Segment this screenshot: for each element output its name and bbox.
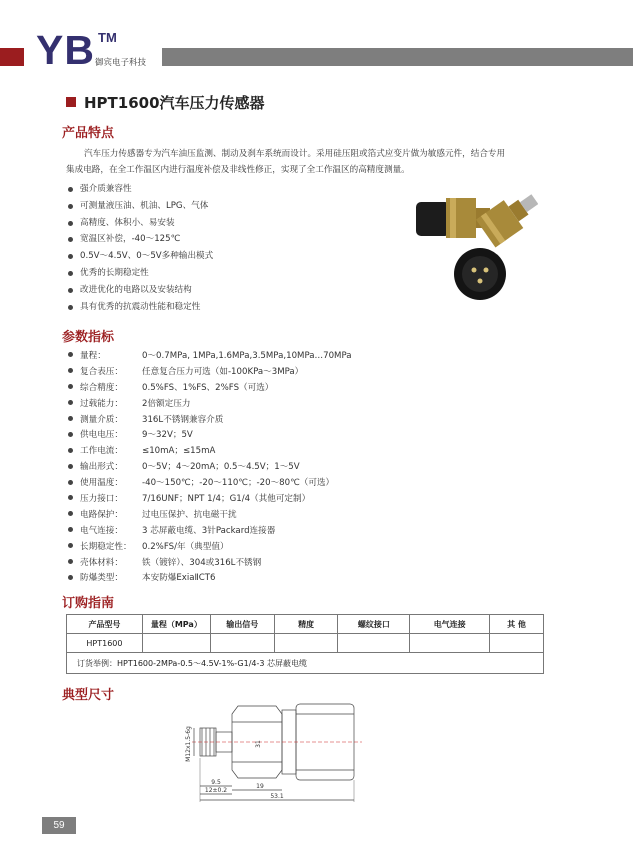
- product-photo: [408, 188, 538, 310]
- title-marker: [66, 97, 76, 107]
- connector-pin: [478, 279, 483, 284]
- order-cell: HPT1600: [67, 634, 143, 653]
- thread-label: M12x1.5-6g: [185, 726, 192, 762]
- feature-item: 具有优秀的抗震动性能和稳定性: [66, 299, 213, 316]
- spec-key: 供电电压：: [80, 430, 123, 441]
- feature-item: 高精度、体积小、易安装: [66, 215, 213, 232]
- spec-key: 过载能力：: [80, 398, 123, 409]
- spec-key: 防爆类型：: [80, 573, 123, 584]
- spec-row: [66, 538, 352, 554]
- order-col-header: 螺纹接口: [338, 615, 410, 634]
- order-col-header: 精度: [274, 615, 338, 634]
- spec-row: [66, 554, 352, 570]
- feature-item: 0.5V～4.5V、0～5V多种输出模式: [66, 248, 213, 265]
- company-name: 御宾电子科技: [95, 58, 147, 68]
- spec-key: 长期稳定性：: [80, 541, 132, 552]
- spec-value: 7/16UNF；NPT 1/4；G1/4（其他可定制）: [142, 493, 311, 504]
- dim-label: 53.1: [270, 793, 284, 800]
- spec-key: 工作电流：: [80, 446, 123, 457]
- feature-item: 优秀的长期稳定性: [66, 265, 213, 282]
- spec-row: [66, 442, 352, 458]
- spec-value: 3 芯屏蔽电缆、3针Packard连接器: [142, 525, 276, 536]
- order-cell: [210, 634, 274, 653]
- features-heading: 产品特点: [62, 126, 115, 141]
- intro-line-2: 集成电路，在全工作温区内进行温度补偿及非线性修正，实现了全工作温区的高精度测量。: [66, 165, 410, 175]
- spec-table: [66, 347, 352, 585]
- feature-item: 强介质兼容性: [66, 181, 213, 198]
- page-title: HPT1600汽车压力传感器: [84, 94, 265, 112]
- spec-row: [66, 458, 352, 474]
- spec-key: 电气连接：: [80, 525, 123, 536]
- dimension-drawing: [176, 692, 366, 804]
- spec-value: 9～32V；5V: [142, 430, 193, 441]
- spec-key: 输出形式：: [80, 462, 123, 473]
- header-red-bar: [0, 48, 24, 66]
- spec-value: 本安防爆ExiaⅡCT6: [142, 573, 216, 584]
- spec-row: [66, 506, 352, 522]
- spec-value: -40～150℃；-20～110℃；-20～80℃（可选）: [142, 478, 335, 489]
- order-col-header: 电气连接: [410, 615, 490, 634]
- spec-key: 电路保护：: [80, 509, 123, 520]
- order-cell: [274, 634, 338, 653]
- feature-item: 可测量液压油、机油、LPG、气体: [66, 198, 213, 215]
- spec-row: [66, 347, 352, 363]
- order-col-header: 其 他: [490, 615, 544, 634]
- spec-row: [66, 379, 352, 395]
- page-number: 59: [42, 817, 76, 834]
- feature-list: [66, 181, 213, 315]
- spec-value: 0.2%FS/年（典型值）: [142, 541, 229, 552]
- connector-pin: [472, 268, 477, 273]
- spec-value: 0.5%FS、1%FS、2%FS（可选）: [142, 382, 274, 393]
- spec-row: [66, 411, 352, 427]
- spec-row: [66, 426, 352, 442]
- order-example: 订货举例：HPT1600-2MPa-0.5～4.5V-1%-G1/4-3 芯屏蔽电缆: [67, 653, 544, 674]
- intro-line-1: 汽车压力传感器专为汽车油压监测、制动及刹车系统而设计。采用硅压阻或箔式应变片做为敏感元件，结合专用: [84, 149, 506, 159]
- spec-value: 316L不锈钢兼容介质: [142, 414, 224, 425]
- logo-tm: TM: [98, 30, 117, 45]
- spec-key: 测量介质：: [80, 414, 123, 425]
- feature-item: 宽温区补偿，-40～125℃: [66, 231, 213, 248]
- order-cell: [338, 634, 410, 653]
- connector-pin: [484, 268, 489, 273]
- order-cell: [142, 634, 210, 653]
- order-col-header: 量程（MPa）: [142, 615, 210, 634]
- order-cell: [490, 634, 544, 653]
- order-col-header: 产品型号: [67, 615, 143, 634]
- spec-key: 压力接口：: [80, 493, 123, 504]
- spec-row: [66, 474, 352, 490]
- spec-value: ≤10mA；≤15mA: [142, 446, 216, 457]
- order-heading: 订购指南: [62, 596, 115, 611]
- order-header-row: [67, 615, 544, 634]
- feature-item: 改进优化的电路以及安装结构: [66, 282, 213, 299]
- connector-face: [462, 256, 498, 292]
- spec-key: 综合精度：: [80, 382, 123, 393]
- spec-key: 量程：: [80, 350, 106, 361]
- dim-label: 19: [256, 783, 264, 790]
- order-cell: [410, 634, 490, 653]
- spec-row: [66, 363, 352, 379]
- dimensions-heading: 典型尺寸: [62, 688, 115, 703]
- hex-highlight: [450, 198, 456, 238]
- order-data-row: [67, 634, 544, 653]
- spec-value: 0～0.7MPa, 1MPa,1.6MPa,3.5MPa,10MPa…70MPa: [142, 350, 352, 361]
- spec-key: 壳体材料：: [80, 557, 123, 568]
- sensor-connector-1: [416, 202, 450, 236]
- dim-label: 12±0.2: [204, 787, 228, 794]
- order-table: [66, 614, 544, 674]
- order-example-row: [67, 653, 544, 674]
- spec-value: 铁（镀锌）、304或316L不锈钢: [142, 557, 262, 568]
- spec-value: 过电压保护、抗电磁干扰: [142, 509, 237, 520]
- dim-label: 31: [255, 740, 262, 748]
- spec-row: [66, 569, 352, 585]
- spec-row: [66, 522, 352, 538]
- spec-row: [66, 395, 352, 411]
- spec-key: 使用温度：: [80, 478, 123, 489]
- header-gray-bar: [162, 48, 633, 66]
- dim-label: 9.5: [211, 779, 221, 786]
- spec-value: 0～5V；4～20mA；0.5～4.5V；1～5V: [142, 462, 300, 473]
- spec-value: 2倍额定压力: [142, 398, 191, 409]
- order-col-header: 输出信号: [210, 615, 274, 634]
- sensor-2: [476, 188, 538, 247]
- logo: YB: [36, 27, 95, 73]
- specs-heading: 参数指标: [62, 330, 115, 345]
- spec-value: 任意复合压力可选（如-100KPa～3MPa）: [142, 366, 304, 377]
- spec-key: 复合表压：: [80, 366, 123, 377]
- spec-row: [66, 490, 352, 506]
